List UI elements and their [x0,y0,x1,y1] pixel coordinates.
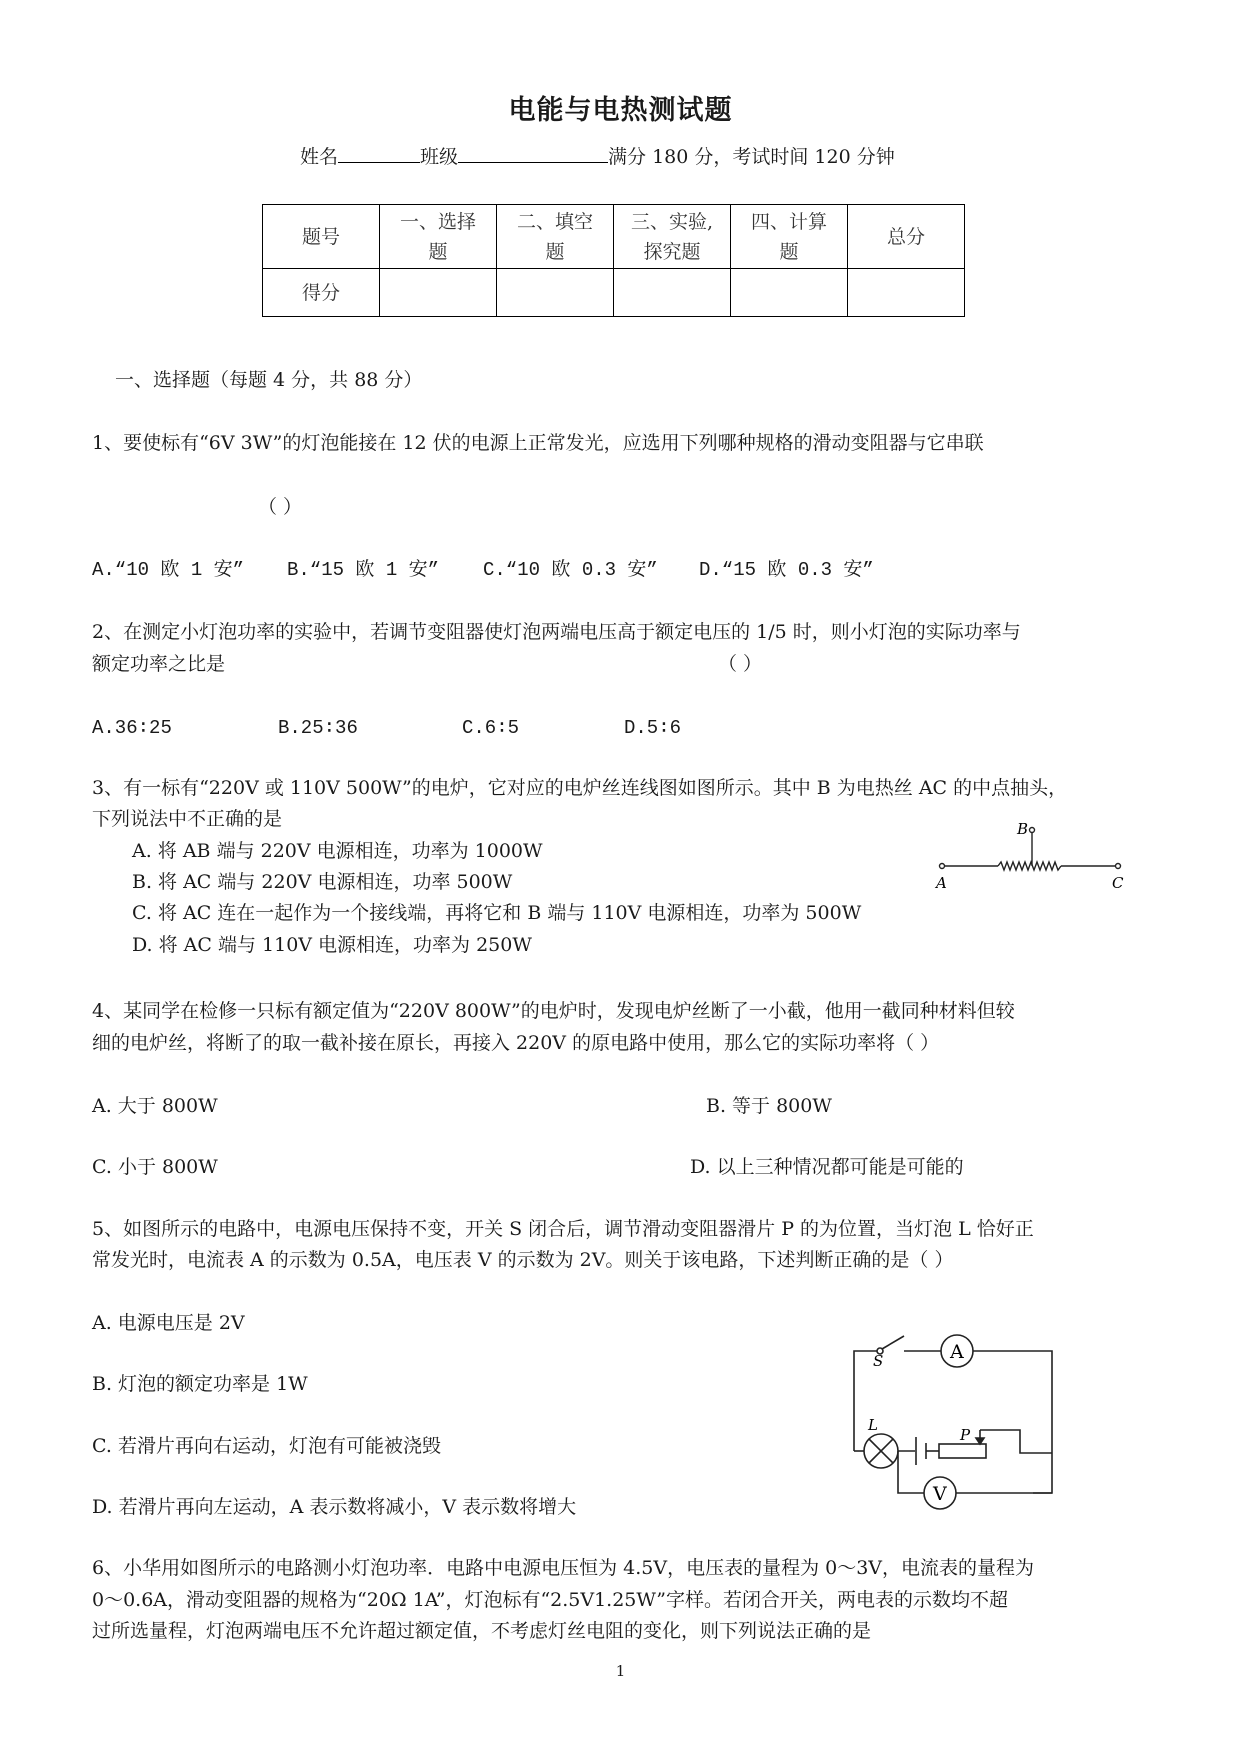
name-label: 姓名 [300,146,339,168]
lamp-label: L [868,1416,878,1434]
score-table-header-cell: 三、实验, 探究题 [614,205,731,269]
question-6-stem: 0～0.6A，滑动变阻器的规格为“20Ω 1A”，灯泡标有“2.5V1.25W”字样。若闭合开关，两电表的示数均不超 [92,1589,1008,1611]
rheostat-icon [939,1444,986,1458]
score-table-header-cell: 题号 [263,205,380,269]
question-4-stem: 4、某同学在检修一只标有额定值为“220V 800W”的电炉时，发现电炉丝断了一小截，他用一截同种材料但较 [92,1000,1015,1022]
question-5-stem: 常发光时，电流表 A 的示数为 0.5A，电压表 V 的示数为 2V。则关于该电路，下述判断正确的是（ ） [92,1249,954,1271]
question-5-option: D. 若滑片再向左运动，A 表示数将减小，V 表示数将增大 [92,1496,577,1518]
score-cell[interactable] [380,269,497,317]
question-1-answer-bracket[interactable]: （ ） [258,496,303,518]
question-3-stem: 3、有一标有“220V 或 110V 500W”的电炉，它对应的电炉丝连线图如图所示。其中 B 为电热丝 AC 的中点抽头， [92,777,1068,799]
exam-info-line [300,142,895,169]
question-5-option: B. 灯泡的额定功率是 1W [92,1373,308,1395]
voltmeter-label: V [933,1483,947,1505]
score-table-header-cell: 一、选择 题 [380,205,497,269]
question-1-option: D.“15 欧 0.3 安” [699,559,874,581]
label-a: A [936,874,947,892]
terminal-a [940,864,945,869]
score-table-header-cell: 二、填空 题 [497,205,614,269]
question-2-option: A.36∶25 [92,717,172,739]
score-cell[interactable] [614,269,731,317]
class-blank[interactable] [458,144,608,163]
question-5-stem: 5、如图所示的电路中，电源电压保持不变，开关 S 闭合后，调节滑动变阻器滑片 P 的为位置，当灯泡 L 恰好正 [92,1218,1034,1240]
score-table-header-cell: 四、计算 题 [731,205,848,269]
question-2-answer-bracket[interactable]: （ ） [718,653,763,675]
circuit-diagram [840,1330,1070,1510]
question-1-option: C.“10 欧 0.3 安” [483,559,658,581]
question-3-option: B. 将 AC 端与 220V 电源相连，功率 500W [132,871,513,893]
question-1-option: A.“10 欧 1 安” [92,559,245,581]
question-3-option: A. 将 AB 端与 220V 电源相连，功率为 1000W [132,840,543,862]
score-cell[interactable] [731,269,848,317]
question-4-stem: 细的电炉丝，将断了的取一截补接在原长，再接入 220V 的原电路中使用，那么它的实际功率将（ ） [92,1032,940,1054]
score-info: 满分 180 分，考试时间 120 分钟 [608,146,895,168]
question-2-option: D.5∶6 [624,717,682,739]
ammeter-label: A [950,1341,964,1363]
question-2-option: B.25∶36 [278,717,358,739]
heating-wire-diagram [920,820,1130,900]
question-3-option: D. 将 AC 端与 110V 电源相连，功率为 250W [132,934,532,956]
resistance-coil [998,862,1061,870]
label-c: C [1112,874,1124,892]
question-5-option: A. 电源电压是 2V [92,1312,245,1334]
question-2-stem: 2、在测定小灯泡功率的实验中，若调节变阻器使灯泡两端电压高于额定电压的 1/5 时，则小灯泡的实际功率与 [92,621,1021,643]
score-table-header-cell: 总分 [848,205,965,269]
question-5-option: C. 若滑片再向右运动，灯泡有可能被浇毁 [92,1435,441,1457]
question-4-option: D. 以上三种情况都可能是可能的 [690,1156,964,1178]
section-heading: 一、选择题（每题 4 分，共 88 分） [115,369,423,391]
question-6-stem: 过所选量程，灯泡两端电压不允许超过额定值，不考虑灯丝电阻的变化，则下列说法正确的是 [92,1620,872,1642]
score-table [262,204,965,317]
question-4-option: B. 等于 800W [706,1095,832,1117]
label-b: B [1017,820,1029,838]
question-3-stem: 下列说法中不正确的是 [92,808,283,830]
page-title: 电能与电热测试题 [508,95,733,126]
score-cell[interactable] [497,269,614,317]
question-2-stem: 额定功率之比是 [92,653,226,675]
question-1-option: B.“15 欧 1 安” [287,559,440,581]
class-label: 班级 [420,146,459,168]
question-6-stem: 6、小华用如图所示的电路测小灯泡功率．电路中电源电压恒为 4.5V，电压表的量程为 0～3V，电流表的量程为 [92,1557,1035,1579]
name-blank[interactable] [338,144,420,163]
question-2-option: C.6∶5 [462,717,520,739]
switch-label: S [873,1352,884,1370]
question-4-option: A. 大于 800W [92,1095,218,1117]
switch-icon [882,1336,904,1349]
terminal-b [1030,828,1035,833]
page-number: 1 [615,1662,626,1680]
score-cell[interactable] [848,269,965,317]
question-1-stem: 1、要使标有“6V 3W”的灯泡能接在 12 伏的电源上正常发光，应选用下列哪种规格的滑动变阻器与它串联 [92,432,984,454]
terminal-c [1116,864,1121,869]
question-4-option: C. 小于 800W [92,1156,218,1178]
slider-label: P [960,1426,971,1444]
question-3-option: C. 将 AC 连在一起作为一个接线端，再将它和 B 端与 110V 电源相连，功率为 500W [132,902,862,924]
score-row-label: 得分 [263,269,380,317]
